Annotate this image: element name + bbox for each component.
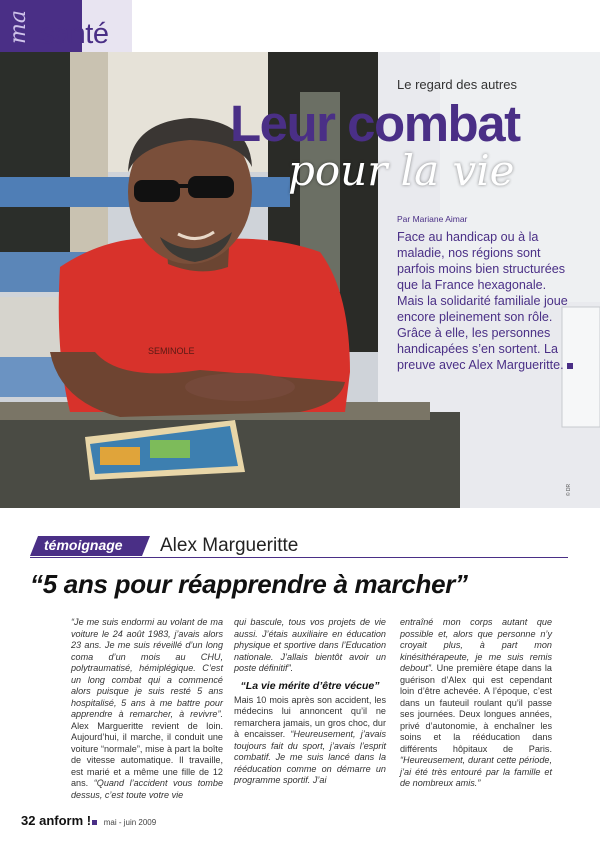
paragraph: qui bascule, tous vos projets de vie aussi. J’étais auxiliaire en éducation physique et sportive dans l’Education nationale. J’allais bientôt avoir un poste définitif”. <box>234 617 386 673</box>
subheading: “La vie mérite d’être vécue” <box>240 679 380 692</box>
byline: Par Mariane Aimar <box>397 214 468 224</box>
text-run: “Heureusement, durant cette période, j’ai été très entouré par la famille et de nombreux amis.” <box>400 755 552 788</box>
issue-date: mai - juin 2009 <box>103 818 157 827</box>
divider <box>30 557 568 558</box>
page-number: 32 <box>21 813 36 828</box>
article-column-3 <box>400 617 552 790</box>
end-square-icon <box>567 363 573 369</box>
section-name <box>40 18 108 51</box>
text-run: Mais 10 mois après son accident, les médecins lui annoncent qu’il ne remarchera jamais, un gros choc, dur à encaisser. <box>234 694 386 739</box>
text-run: Une première étape dans la guérison d’Alex qui est cependant loin d’être achevée. A l’époque, c’est dans un fauteuil roulant qu’il passe ses journées. Deux longues années, privé d’autonomie, à enchaîner les soins et la rééducation dans différents hôpitaux de Paris. <box>400 663 552 754</box>
article-intro <box>397 229 575 373</box>
article-column-1 <box>71 617 223 801</box>
paragraph <box>400 617 552 790</box>
text-run: Alex Margueritte revient de loin. Aujourd’hui, il marche, il conduit une voiture “normale”, mise à part la boîte de vitesse automatique. Il travaille, est marié et a même une fille de 12 ans. <box>71 720 223 788</box>
testimony-headline: “5 ans pour réapprendre à marcher” <box>30 569 468 599</box>
section-prefix: ma <box>6 10 31 44</box>
intro-text: Face au handicap ou à la maladie, nos régions sont parfois moins bien structurées que la France hexagonale. Mais la solidarité familiale joue encore pleinement son rôle. Grâce à elle, les personnes handicapées s’en sortent. La preuve avec Alex Margueritte. <box>397 230 568 372</box>
page-footer <box>21 813 156 828</box>
paragraph <box>71 617 223 801</box>
text-run: “Quand l’accident vous tombe dessus, c’est toute votre vie <box>71 778 224 800</box>
testimony-tag: témoignage <box>44 537 123 553</box>
article-subtitle: pour la vie <box>288 146 515 195</box>
paragraph <box>234 695 386 787</box>
square-icon <box>92 820 97 825</box>
article-title: Leur combat <box>230 95 520 152</box>
article-column-2 <box>234 617 386 787</box>
article-kicker: Le regard des autres <box>397 77 517 92</box>
section-name-text: santé <box>40 18 109 50</box>
text-run: “Heureusement, j’avais toujours fait du sport, j’avais l’esprit combatif. Je me suis lancé dans la rééducation comme on démarre un programme sportif. J’ai <box>234 729 387 785</box>
magazine-name: anform ! <box>39 813 92 828</box>
text-run: entraîné mon corps autant que possible et, alors que personne n’y croyait plus, à part mon kinésithérapeute, je me suis remis debout”. <box>400 617 552 673</box>
shirt-text: SEMINOLE <box>148 346 195 356</box>
photo-credit: © DR <box>566 483 573 497</box>
testimony-name: Alex Margueritte <box>160 535 299 556</box>
text-run: “Je me suis endormi au volant de ma voiture le 24 août 1983, j’avais alors 23 ans. Je me suis réveillé d’un long coma d’un mois au CHU, polytraumatisé, hémiplégique. C’est un long combat qui a commencé alors puisque je suis resté 5 ans hospitalisé, 5 ans à me battre pour apprendre à remarcher, à revivre”. <box>71 617 223 719</box>
